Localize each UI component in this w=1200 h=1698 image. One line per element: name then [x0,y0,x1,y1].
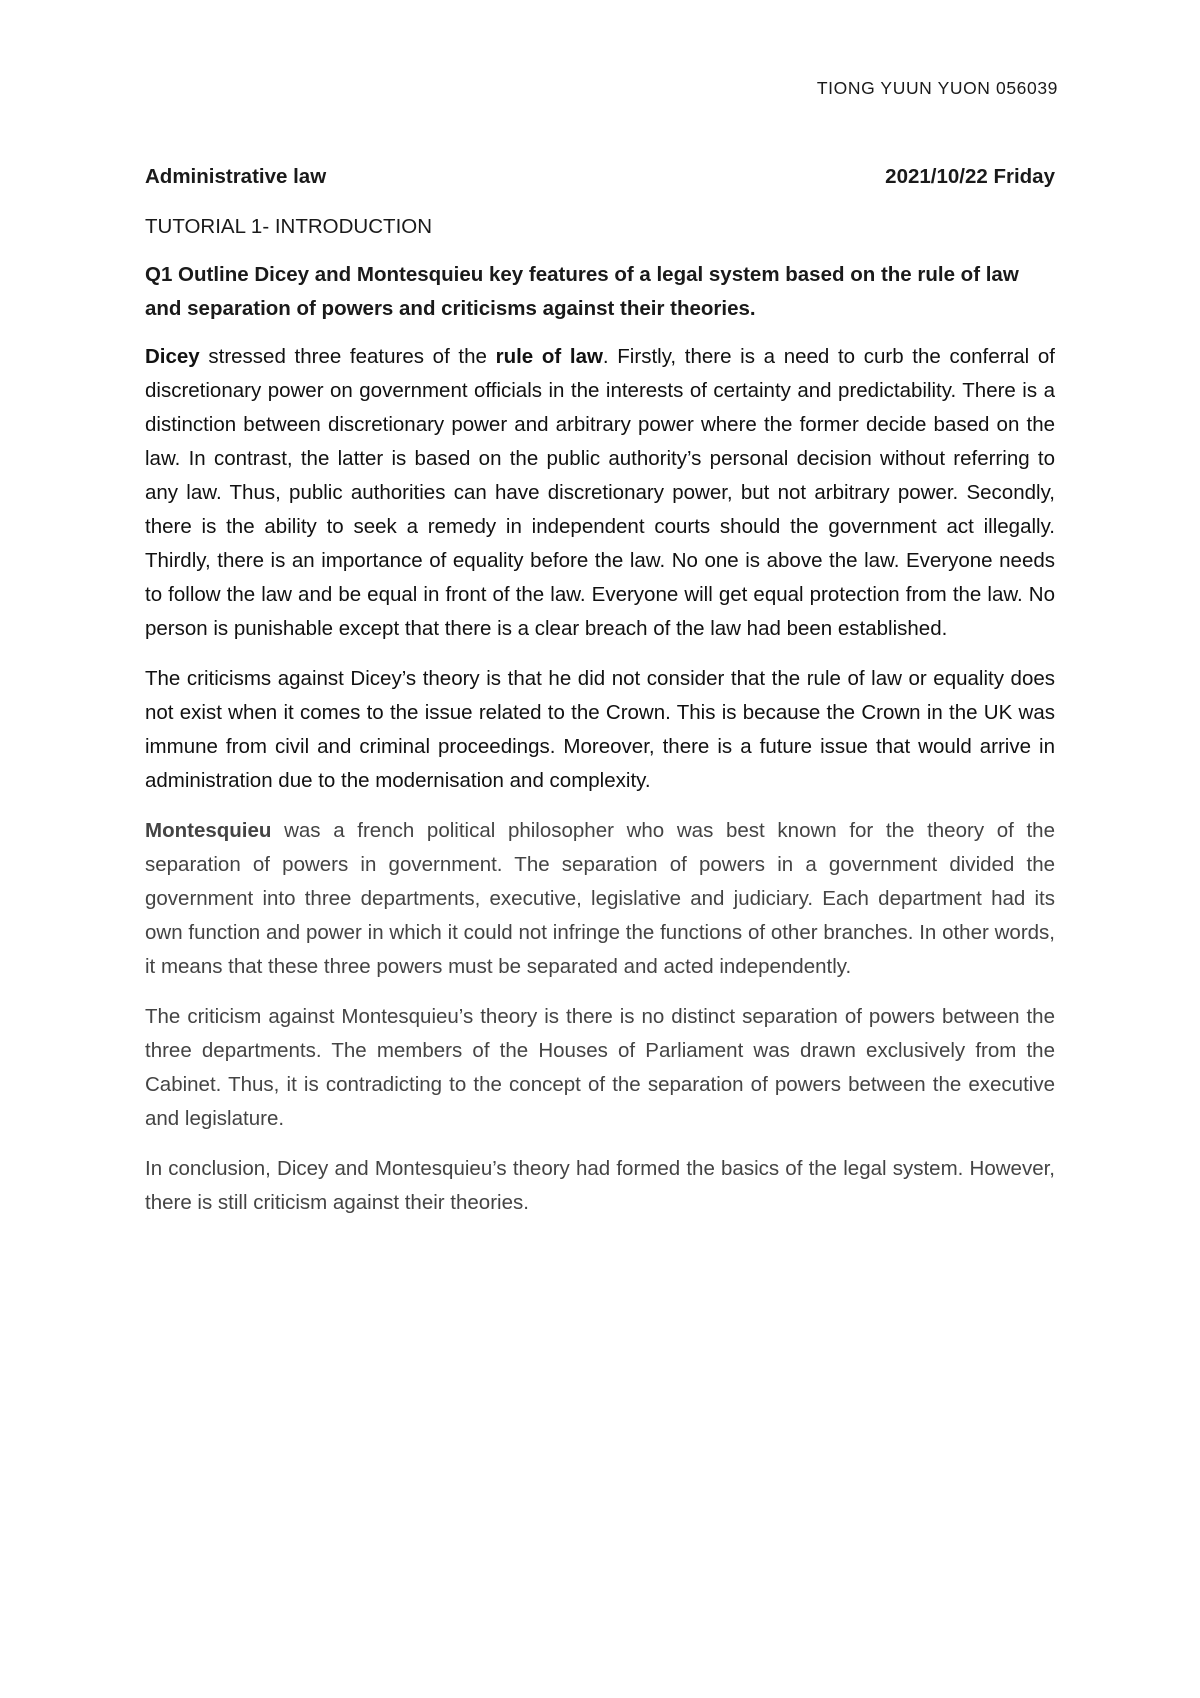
tutorial-heading: TUTORIAL 1- INTRODUCTION [145,215,433,238]
paragraph-dicey-features [145,340,1055,646]
dicey-text-b: . Firstly, there is a need to curb the conferral of discretionary power on government officials in the interests of certainty and predictability. There is a distinction between discretionary power and arbitrary power where the former decide based on the law. In contrast, the latter is based on the public authority’s personal decision without referring to any law. Thus, public authorities can have discretionary power, but not arbitrary power. Secondly, there is the ability to seek a remedy in independent courts should the government act illegally. Thirdly, there is an importance of equality before the law. No one is above the law. Everyone needs to follow the law and be equal in front of the law. Everyone will get equal protection from the law. No person is punishable except that there is a clear breach of the law had been established. [145,345,1055,640]
paragraph-conclusion: In conclusion, Dicey and Montesquieu’s theory had formed the basics of the legal system. However, there is still criticism against their theories. [145,1157,1055,1214]
dicey-name: Dicey [145,345,200,368]
author-id: TIONG YUUN YUON 056039 [816,78,1058,98]
document-date: 2021/10/22 Friday [885,165,1055,188]
montesquieu-text: was a french political philosopher who was best known for the theory of the separation of powers in government. The separation of powers in a government divided the government into three departments, executive, legislative and judiciary. Each department had its own function and power in which it could not infringe the functions of other branches. In other words, it means that these three powers must be separated and acted independently. [145,819,1055,978]
subject-date-row [145,160,1055,194]
montesquieu-name: Montesquieu [145,819,272,842]
paragraph-dicey-criticism: The criticisms against Dicey’s theory is that he did not consider that the rule of law or equality does not exist when it comes to the issue related to the Crown. This is because the Crown in the UK was immune from civil and criminal proceedings. Moreover, there is a future issue that would arrive in administration due to the modernisation and complexity. [145,667,1055,792]
subject-title: Administrative law [145,165,327,188]
dicey-text-a: stressed three features of the [199,345,496,368]
paragraph-montesquieu-criticism: The criticism against Montesquieu’s theory is there is no distinct separation of powers between the three departments. The members of the Houses of Parliament was drawn exclusively from the Cabinet. Thus, it is contradicting to the concept of the separation of powers between the executive and legislature. [145,1005,1055,1130]
question-text: Q1 Outline Dicey and Montesquieu key features of a legal system based on the rule of law and separation of powers and criticisms against their theories. [145,263,1019,320]
paragraph-montesquieu-theory [145,814,1055,984]
document-body [145,160,1055,1236]
rule-of-law-term: rule of law [495,345,603,368]
